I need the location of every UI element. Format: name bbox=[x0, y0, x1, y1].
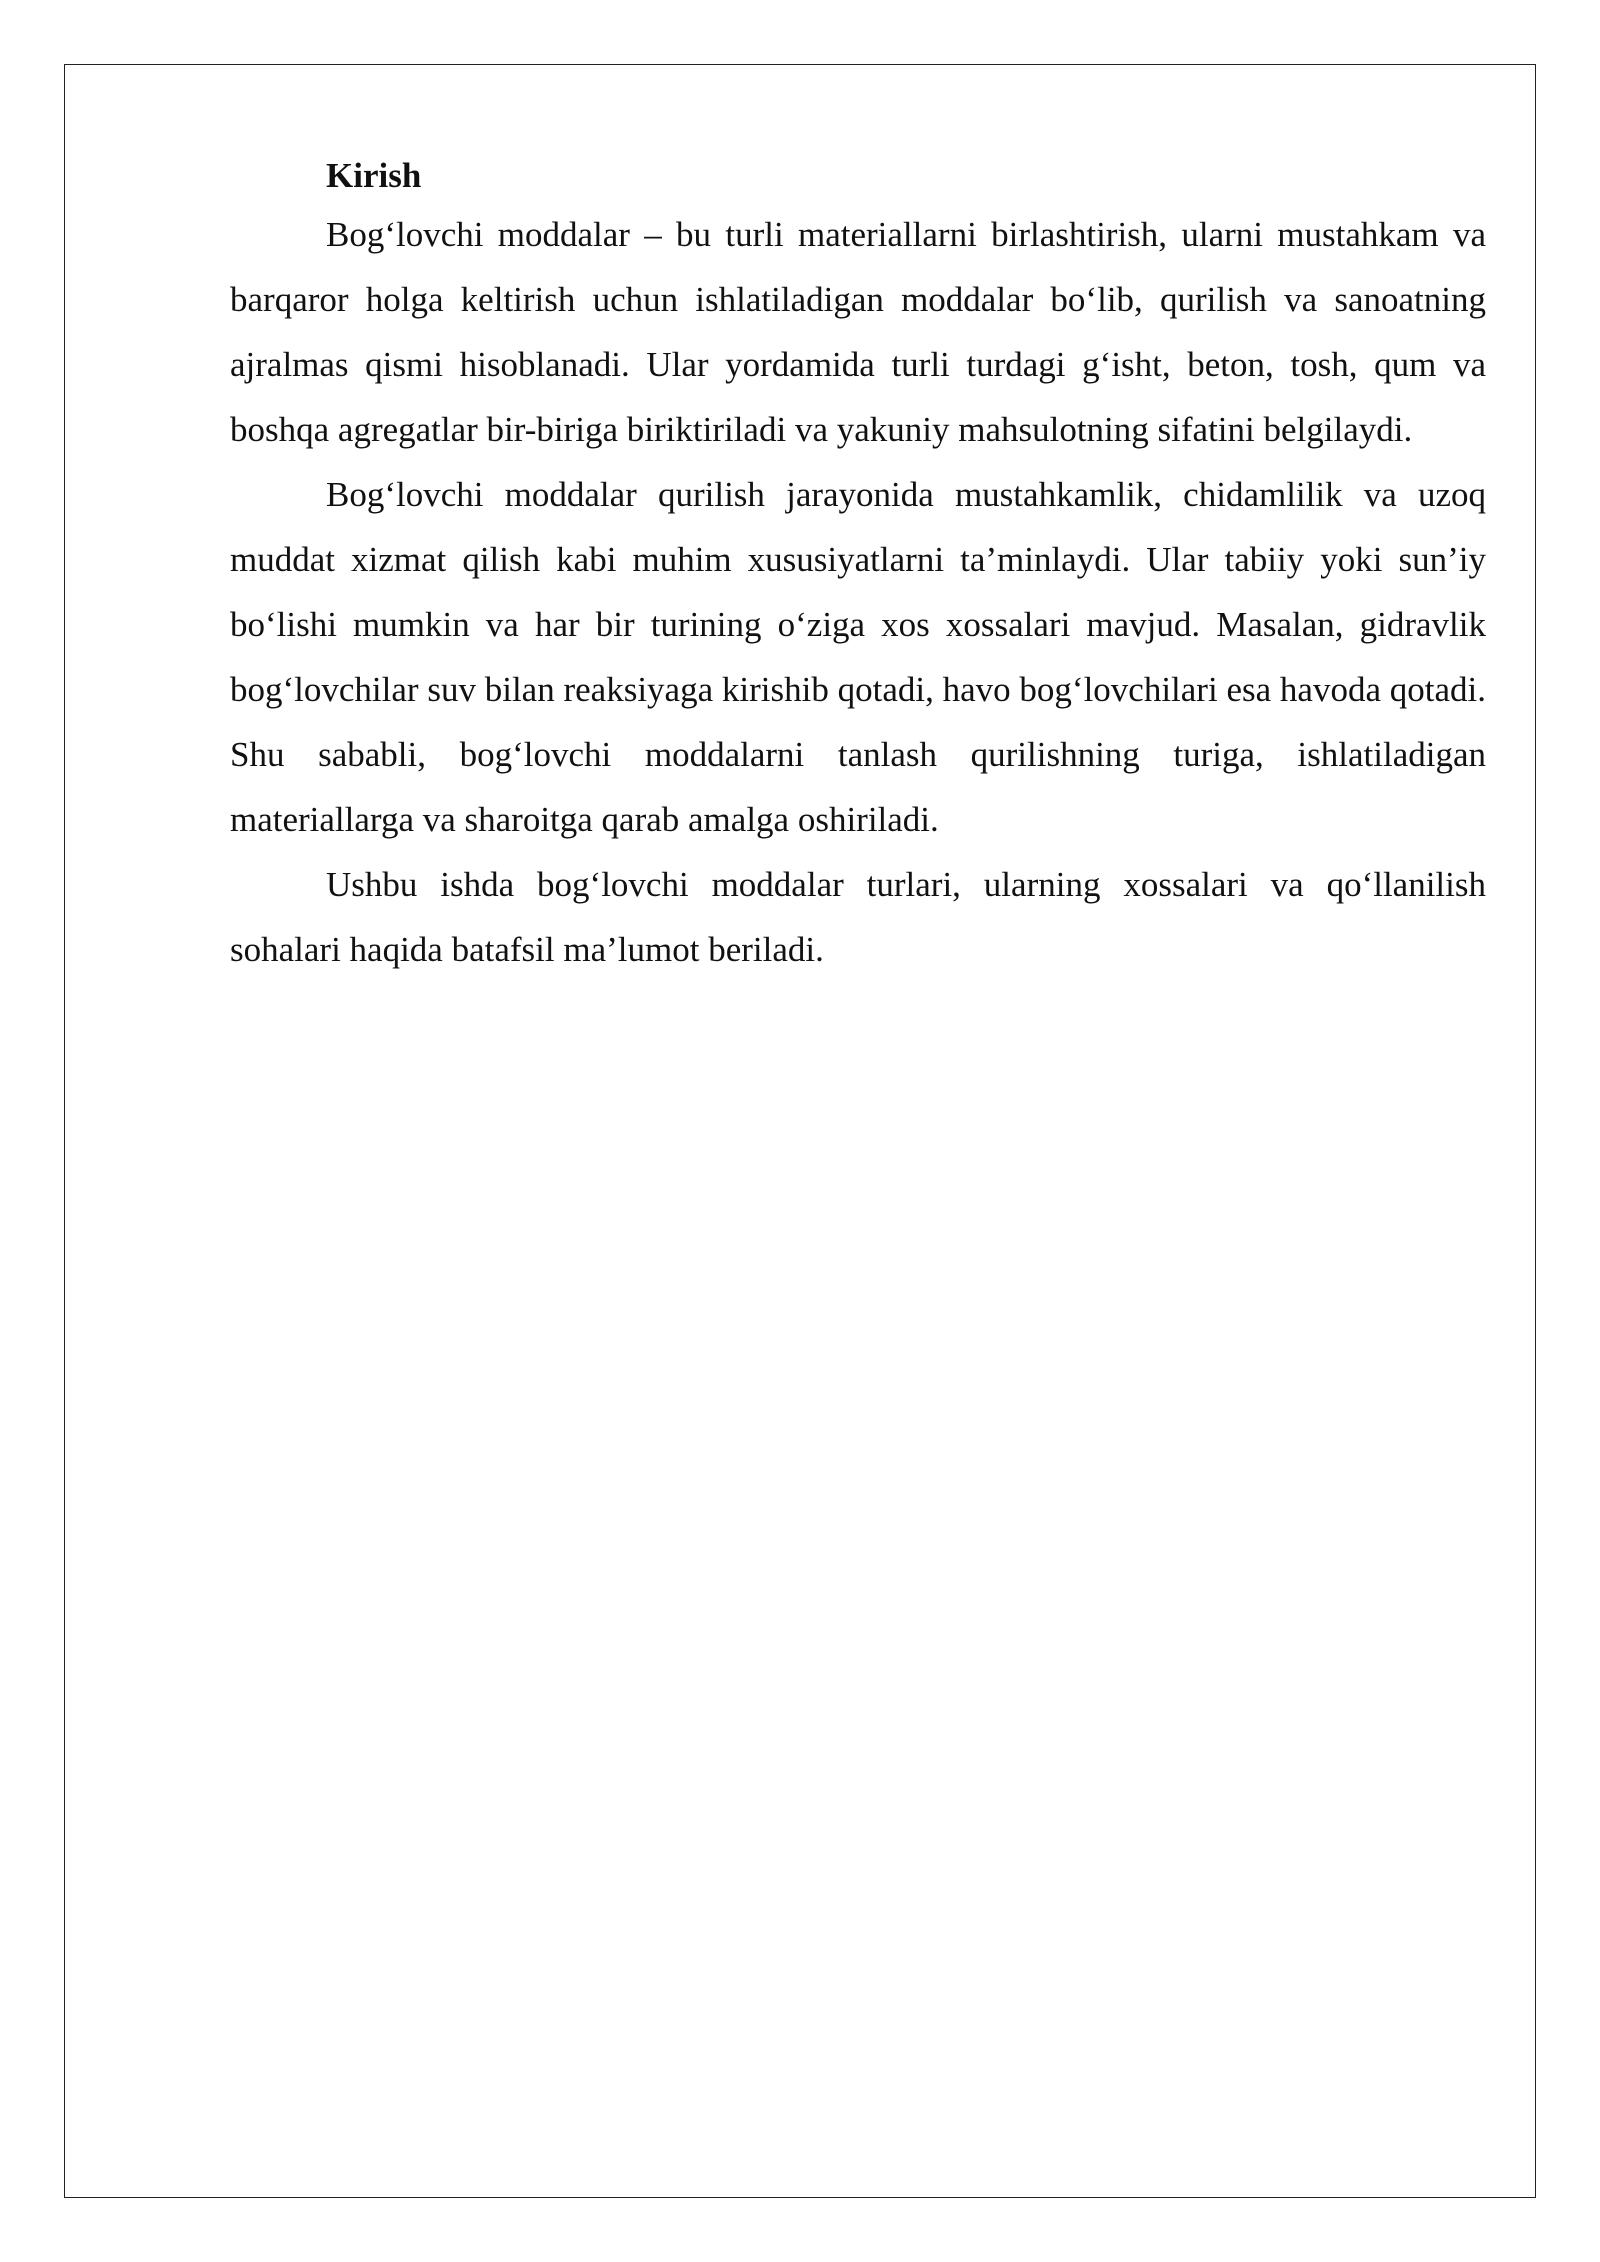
paragraph-2: Bog‘lovchi moddalar qurilish jarayonida mustahkamlik, chidamlilik va uzoq muddat xizmat qilish kabi muhim xususiyatlarni ta’minlaydi. Ular tabiiy yoki sun’iy bo‘lishi mumkin va har bir turining o‘ziga xos xossalari mavjud. Masalan, gidravlik bog‘lovchilar suv bilan reaksiyaga kirishib qotadi, havo bog‘lovchilari esa havoda qotadi. Shu sababli, bog‘lovchi moddalarni tanlash qurilishning turiga, ishlatiladigan materiallarga va sharoitga qarab amalga oshiriladi. bbox=[230, 475, 1486, 839]
paragraph-3: Ushbu ishda bog‘lovchi moddalar turlari, ularning xossalari va qo‘llanilish sohalari haqida batafsil ma’lumot beriladi. bbox=[230, 865, 1486, 969]
paragraph-1: Bog‘lovchi moddalar – bu turli materiallarni birlashtirish, ularni mustahkam va barqaror holga keltirish uchun ishlatiladigan moddalar bo‘lib, qurilish va sanoatning ajralmas qismi hisoblanadi. Ular yordamida turli turdagi g‘isht, beton, tosh, qum va boshqa agregatlar bir-biriga biriktiriladi va yakuniy mahsulotning sifatini belgilaydi. bbox=[230, 215, 1486, 449]
document-body bbox=[230, 150, 1486, 982]
section-heading: Kirish bbox=[326, 156, 422, 195]
